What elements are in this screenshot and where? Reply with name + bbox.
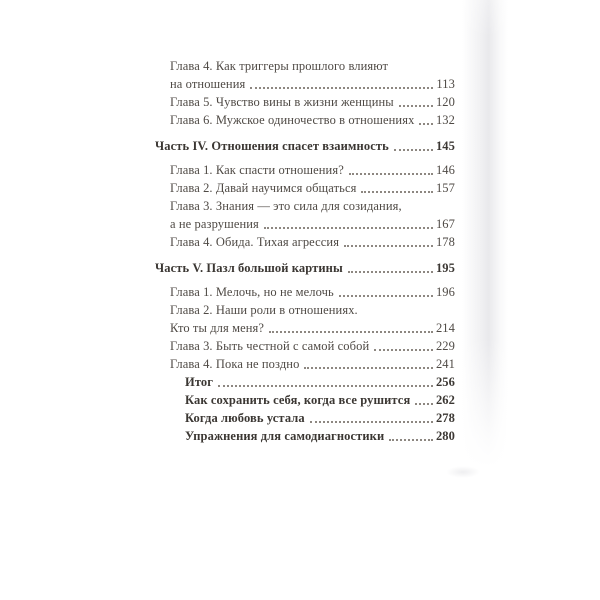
toc-entry-title: Итог: [185, 375, 214, 389]
dot-leader: [310, 421, 433, 423]
toc-subsection: [155, 373, 455, 391]
toc-entry-page: 146: [435, 163, 455, 177]
toc-entry: [155, 283, 455, 301]
toc-entry-page: 262: [435, 393, 455, 407]
toc-entry-page: 157: [435, 181, 455, 195]
toc-entry-title: Часть IV. Отношения спасет взаимность: [155, 139, 389, 153]
toc-entry: [155, 337, 455, 355]
dot-leader: [415, 403, 433, 405]
toc-subsection: [155, 409, 455, 427]
toc-entry: [155, 197, 455, 215]
toc-entry-title: Как сохранить себя, когда все рушится: [185, 393, 411, 407]
page-corner-shadow: [446, 466, 480, 478]
toc-entry-page: 278: [435, 411, 455, 425]
toc-entry-page: 120: [435, 95, 455, 109]
toc-entry-title: Глава 4. Пока не поздно: [170, 357, 300, 371]
toc-entry-page: 241: [435, 357, 455, 371]
toc-entry-title: а не разрушения: [170, 217, 259, 231]
toc-entry-title: Часть V. Пазл большой картины: [155, 261, 343, 275]
toc-entry: [155, 57, 455, 75]
toc-entry-title: Глава 4. Обида. Тихая агрессия: [170, 235, 340, 249]
toc-entry-title: Глава 3. Знания — это сила для созидания,: [170, 199, 402, 213]
toc-entry-title: Глава 2. Наши роли в отношениях.: [170, 303, 358, 317]
toc-entry-page: 178: [435, 235, 455, 249]
toc-entry-title: Глава 1. Мелочь, но не мелочь: [170, 285, 334, 299]
dot-leader: [218, 385, 433, 387]
toc-entry: [155, 111, 455, 129]
toc-part-heading: [155, 137, 455, 155]
dot-leader: [348, 271, 433, 273]
toc-part-heading: [155, 259, 455, 277]
dot-leader: [304, 367, 433, 369]
page-edge-shadow: [462, 0, 508, 468]
toc-entry-title: Глава 6. Мужское одиночество в отношениях: [170, 113, 415, 127]
dot-leader: [361, 191, 432, 193]
toc-entry: [155, 319, 455, 337]
toc-entry: [155, 161, 455, 179]
toc-entry-title: Глава 1. Как спасти отношения?: [170, 163, 344, 177]
toc-entry-title: Глава 5. Чувство вины в жизни женщины: [170, 95, 394, 109]
toc-entry-page: 196: [435, 285, 455, 299]
toc-subsection: [155, 427, 455, 445]
toc-entry-title: Упражнения для самодиагностики: [185, 429, 385, 443]
toc-entry: [155, 301, 455, 319]
toc-entry: [155, 75, 455, 93]
toc-entry-page: 132: [435, 113, 455, 127]
toc-entry-title: Глава 3. Быть честной с самой собой: [170, 339, 370, 353]
toc-entry: [155, 93, 455, 111]
dot-leader: [394, 149, 433, 151]
toc-entry-page: 280: [435, 429, 455, 443]
toc-entry-title: Когда любовь устала: [185, 411, 305, 425]
dot-leader: [374, 349, 433, 351]
toc-entry-page: 195: [435, 261, 455, 275]
toc-entry-page: 256: [435, 375, 455, 389]
table-of-contents: [155, 57, 455, 445]
toc-entry-page: 229: [435, 339, 455, 353]
toc-entry-title: на отношения: [170, 77, 246, 91]
dot-leader: [349, 173, 433, 175]
dot-leader: [399, 105, 433, 107]
toc-entry: [155, 355, 455, 373]
dot-leader: [269, 331, 433, 333]
dot-leader: [250, 87, 433, 89]
dot-leader: [419, 123, 433, 125]
dot-leader: [339, 295, 433, 297]
toc-entry: [155, 233, 455, 251]
toc-entry-page: 113: [436, 77, 455, 91]
toc-entry: [155, 215, 455, 233]
toc-entry-title: Глава 4. Как триггеры прошлого влияют: [170, 59, 389, 73]
dot-leader: [344, 245, 433, 247]
toc-entry-page: 167: [435, 217, 455, 231]
dot-leader: [264, 227, 433, 229]
toc-entry: [155, 179, 455, 197]
toc-subsection: [155, 391, 455, 409]
toc-entry-title: Глава 2. Давай научимся общаться: [170, 181, 357, 195]
toc-entry-page: 214: [435, 321, 455, 335]
toc-entry-page: 145: [435, 139, 455, 153]
toc-entry-title: Кто ты для меня?: [170, 321, 265, 335]
dot-leader: [389, 439, 433, 441]
